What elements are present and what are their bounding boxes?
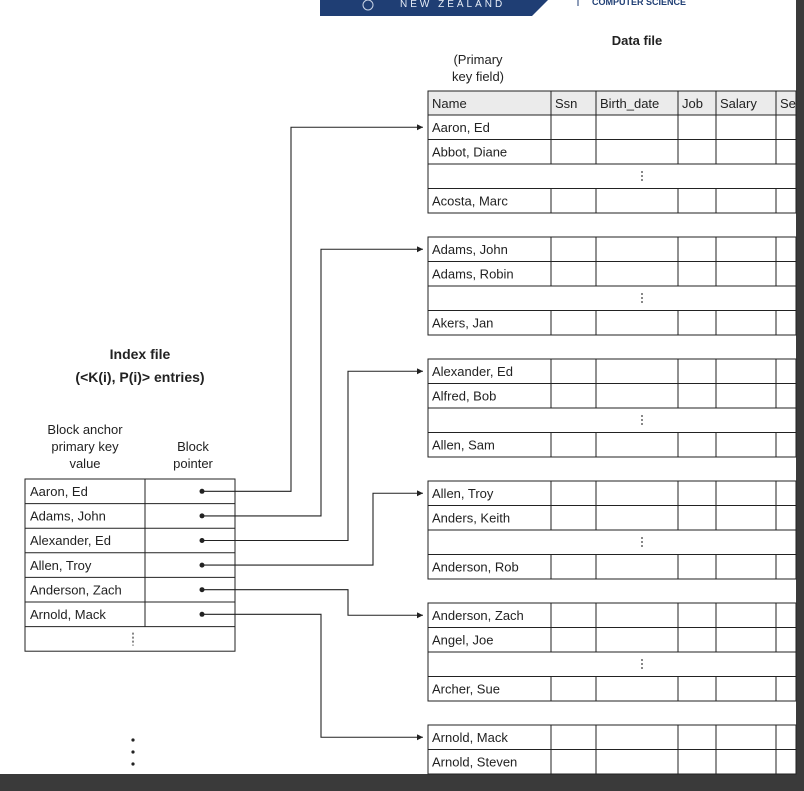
index-key: Alexander, Ed xyxy=(30,533,111,549)
record-row xyxy=(428,433,796,458)
record-name: Anders, Keith xyxy=(432,510,511,526)
record-name: Abbot, Diane xyxy=(432,144,508,160)
record-name: Archer, Sue xyxy=(432,681,500,697)
data-block xyxy=(428,115,796,213)
record-row xyxy=(428,359,796,384)
record-row xyxy=(428,262,796,287)
record-name: Aaron, Ed xyxy=(432,120,490,135)
index-col1-header: value xyxy=(69,456,101,471)
record-cell-frame xyxy=(428,286,796,311)
record-name: Arnold, Steven xyxy=(432,754,518,770)
record-row xyxy=(428,384,796,409)
record-name: Arnold, Mack xyxy=(432,730,508,745)
index-key: Arnold, Mack xyxy=(30,607,106,622)
record-row xyxy=(428,115,796,140)
index-key: Aaron, Ed xyxy=(30,484,88,499)
data-block xyxy=(428,359,796,457)
record-cell-frame xyxy=(428,652,796,677)
record-name: Adams, John xyxy=(432,242,508,257)
index-col2-header: Block xyxy=(177,439,209,454)
ellipsis-row xyxy=(428,530,796,555)
data-block xyxy=(428,725,796,774)
data-block xyxy=(428,603,796,701)
record-name: Anderson, Rob xyxy=(432,559,519,575)
data-block xyxy=(428,481,796,579)
record-row xyxy=(428,237,796,262)
index-file-subtitle: (<K(i), P(i)> entries) xyxy=(75,369,205,385)
record-row xyxy=(428,750,796,775)
data-file-title: Data file xyxy=(611,33,663,48)
record-cell-frame xyxy=(428,164,796,189)
data-block xyxy=(428,237,796,335)
primary-key-note: (Primary xyxy=(453,52,503,67)
record-row xyxy=(428,603,796,628)
primary-key-note: key field) xyxy=(451,69,505,84)
column-header: Job xyxy=(682,96,703,111)
record-row xyxy=(428,677,796,702)
record-name: Adams, Robin xyxy=(432,266,514,282)
record-row xyxy=(428,189,796,214)
ellipsis-row xyxy=(428,652,796,677)
column-header: Se xyxy=(780,96,796,111)
data-file-table xyxy=(428,91,796,774)
record-row xyxy=(428,555,796,580)
record-name: Acosta, Marc xyxy=(432,193,508,209)
record-name: Anderson, Zach xyxy=(432,608,524,623)
record-row xyxy=(428,628,796,653)
column-header: Salary xyxy=(720,96,757,111)
record-name: Alfred, Bob xyxy=(432,388,497,404)
record-row xyxy=(428,311,796,336)
record-row xyxy=(428,725,796,750)
column-header: Ssn xyxy=(555,96,578,111)
index-key: Allen, Troy xyxy=(30,557,92,573)
record-row xyxy=(428,506,796,531)
ellipsis-row xyxy=(428,164,796,189)
index-col1-header: Block anchor xyxy=(47,422,123,437)
record-name: Akers, Jan xyxy=(432,315,494,331)
index-col2-header: pointer xyxy=(173,456,213,471)
index-key: Anderson, Zach xyxy=(30,582,122,598)
banner-left-text: NEW ZEALAND xyxy=(400,0,506,10)
record-cell-frame xyxy=(428,408,796,433)
record-name: Allen, Sam xyxy=(432,437,495,453)
record-name: Angel, Joe xyxy=(432,632,494,648)
record-row xyxy=(428,481,796,506)
record-name: Allen, Troy xyxy=(432,486,494,501)
record-name: Alexander, Ed xyxy=(432,364,513,379)
column-header: Name xyxy=(432,96,467,111)
index-file-title: Index file xyxy=(109,346,171,362)
ellipsis-row xyxy=(428,408,796,433)
banner-right-text: COMPUTER SCIENCE xyxy=(592,0,687,7)
column-header: Birth_date xyxy=(600,96,660,111)
ellipsis-row xyxy=(428,286,796,311)
index-key: Adams, John xyxy=(30,508,106,524)
index-col1-header: primary key xyxy=(51,439,119,454)
record-cell-frame xyxy=(428,530,796,555)
record-row xyxy=(428,140,796,165)
